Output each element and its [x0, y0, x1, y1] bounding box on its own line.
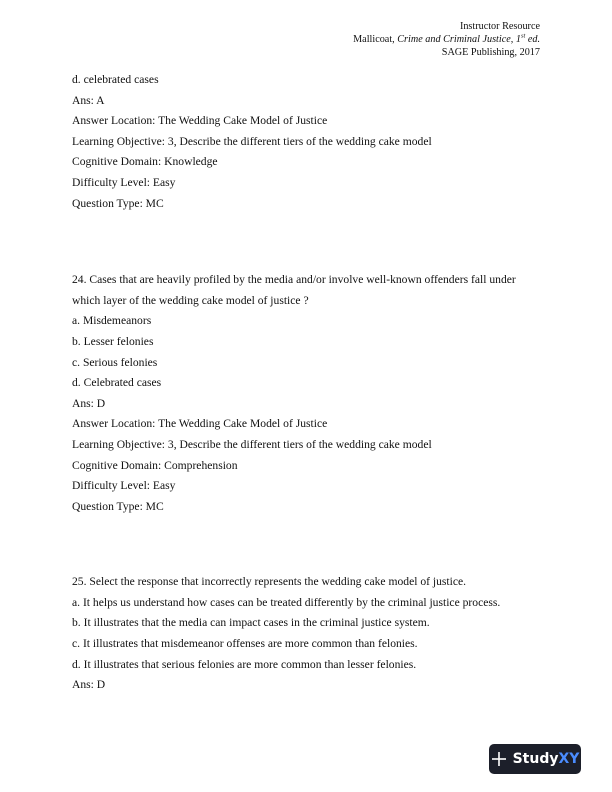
q24-cognitive-domain: Cognitive Domain: Comprehension [72, 458, 238, 472]
q24-option-d: d. Celebrated cases [72, 376, 162, 390]
header-publisher: SAGE Publishing, 2017 [441, 47, 540, 58]
q24-option-b: b. Lesser felonies [72, 334, 154, 348]
page-header [353, 20, 540, 59]
answer-location: Answer Location: The Wedding Cake Model of Justice [72, 114, 328, 128]
option-d: d. celebrated cases [72, 73, 159, 86]
studyxy-badge[interactable] [489, 744, 581, 774]
brand-study: Study [512, 751, 559, 767]
header-book-title: Crime and Criminal Justice, 1 [397, 34, 521, 45]
q24-question-type: Question Type: MC [72, 499, 164, 513]
difficulty-level: Difficulty Level: Easy [72, 175, 176, 189]
cognitive-domain: Cognitive Domain: Knowledge [72, 155, 218, 169]
q24-stem-line2: which layer of the wedding cake model of justice ? [72, 293, 309, 307]
q24-answer: Ans: D [72, 396, 106, 410]
q24-answer-location: Answer Location: The Wedding Cake Model of Justice [72, 417, 328, 431]
header-edition: ed. [525, 34, 540, 45]
q24-option-c: c. Serious felonies [72, 355, 158, 369]
q24-learning-objective: Learning Objective: 3, Describe the different tiers of the wedding cake model [72, 437, 432, 451]
q24-stem-line1: 24. Cases that are heavily profiled by the media and/or involve well-known offenders fall under [72, 273, 516, 287]
header-edition-sup: st [520, 32, 526, 40]
q24-difficulty-level: Difficulty Level: Easy [72, 479, 176, 493]
header-resource: Instructor Resource [459, 21, 540, 32]
learning-objective: Learning Objective: 3, Describe the different tiers of the wedding cake model [72, 134, 432, 148]
q25-option-c: c. It illustrates that misdemeanor offenses are more common than felonies. [72, 637, 418, 651]
plus-icon [491, 751, 507, 767]
q24-option-a: a. Misdemeanors [72, 314, 152, 328]
q25-answer: Ans: D [72, 678, 106, 692]
answer: Ans: A [72, 93, 105, 107]
q25-stem: 25. Select the response that incorrectly represents the wedding cake model of justice. [72, 575, 467, 589]
brand-name [513, 751, 580, 767]
page-content [72, 70, 542, 696]
question-type: Question Type: MC [72, 196, 164, 210]
header-citation [353, 33, 540, 46]
q25-option-d: d. It illustrates that serious felonies are more common than lesser felonies. [72, 657, 417, 671]
brand-xy: XY [558, 751, 580, 767]
q25-option-b: b. It illustrates that the media can impact cases in the criminal justice system. [72, 616, 430, 630]
q25-option-a: a. It helps us understand how cases can be treated differently by the criminal justice process. [72, 595, 501, 609]
header-author: Mallicoat, [353, 34, 398, 45]
